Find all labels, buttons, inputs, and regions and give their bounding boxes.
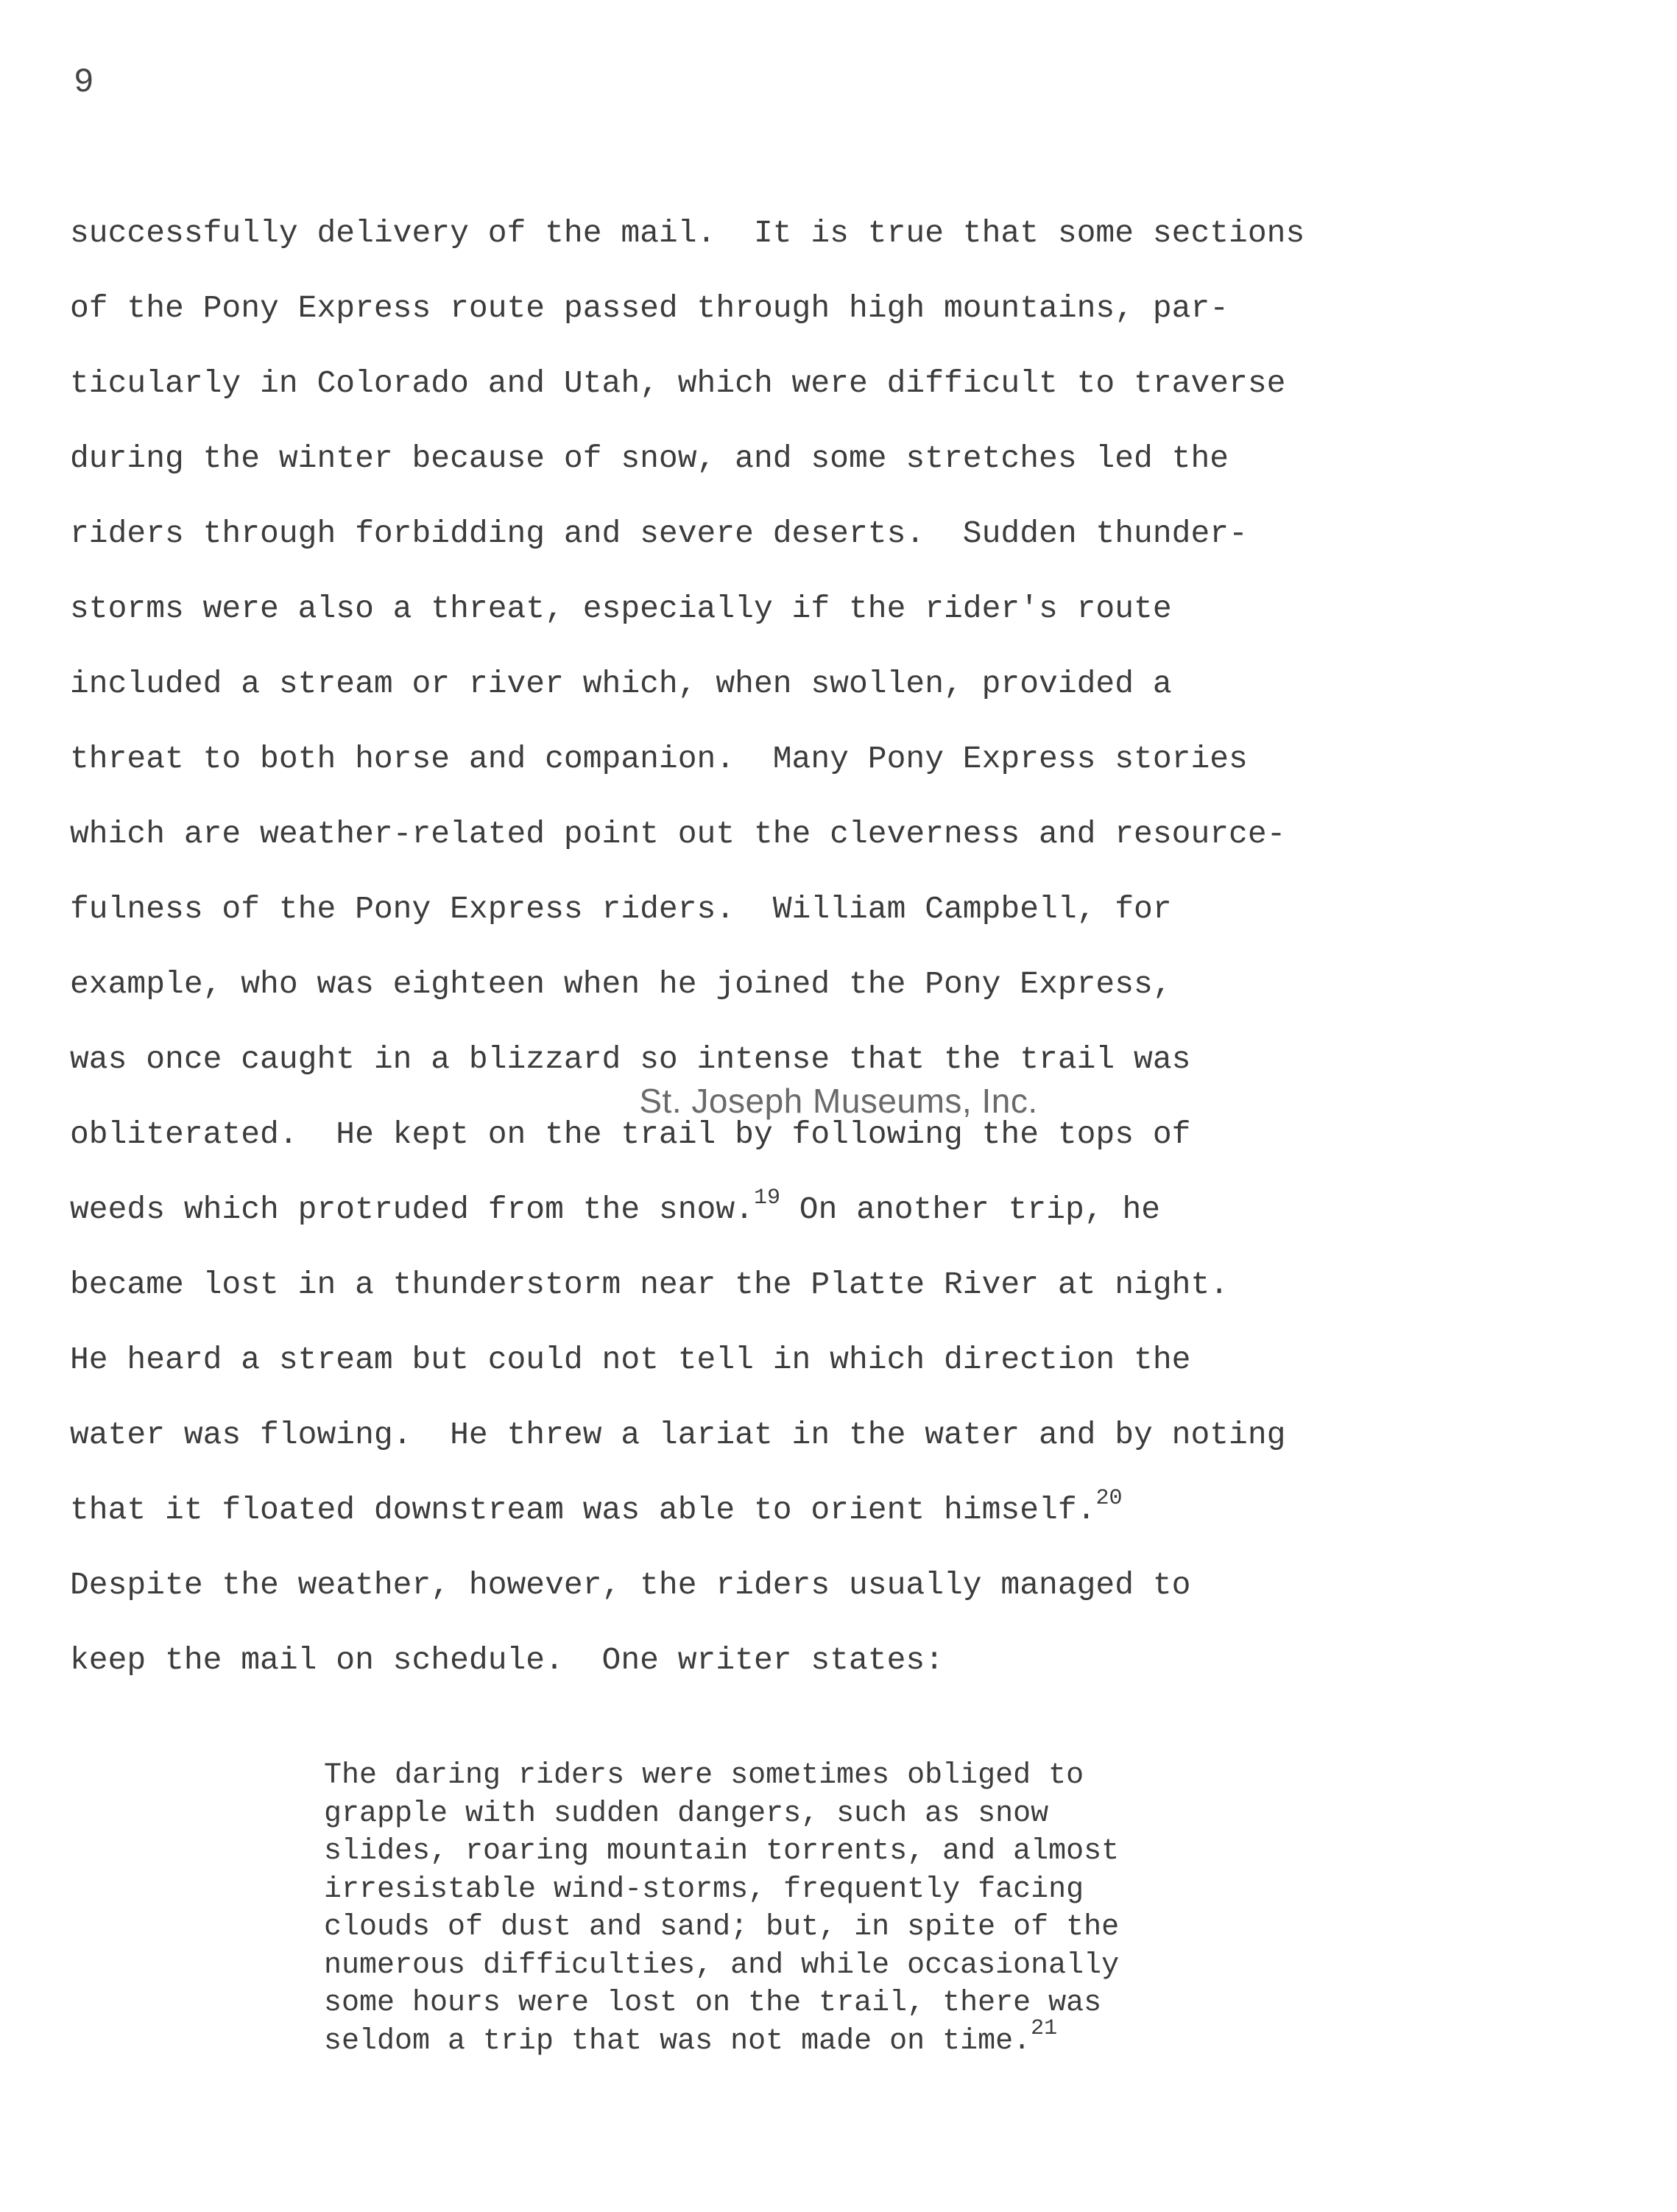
quote-line: grapple with sudden dangers, such as snow <box>324 1797 1049 1831</box>
line-text: On another trip, he <box>780 1191 1161 1227</box>
page-number: 9 <box>74 63 94 102</box>
body-line: obliterated. He kept on the trail by following the tops of <box>70 1116 1191 1152</box>
watermark: St. Joseph Museums, Inc. <box>639 1082 1038 1120</box>
body-line-with-footnote <box>70 1486 1645 1561</box>
quote-line: clouds of dust and sand; but, in spite of the <box>324 1911 1120 1944</box>
footnote-ref-19: 19 <box>753 1186 780 1211</box>
footnote-ref-20: 20 <box>1095 1486 1123 1511</box>
body-line: ticularly in Colorado and Utah, which were difficult to traverse <box>70 365 1286 401</box>
body-line: of the Pony Express route passed through high mountains, par- <box>70 290 1229 326</box>
body-line: became lost in a thunderstorm near the Platte River at night. <box>70 1267 1229 1303</box>
body-line: included a stream or river which, when swollen, provided a <box>70 666 1172 702</box>
quote-line: slides, roaring mountain torrents, and almost <box>324 1835 1120 1868</box>
body-line: Despite the weather, however, the riders usually managed to <box>70 1567 1191 1603</box>
body-line: water was flowing. He threw a lariat in the water and by noting <box>70 1417 1286 1453</box>
body-line: successfully delivery of the mail. It is true that some sections <box>70 215 1305 251</box>
quote-line: irresistable wind-storms, frequently facing <box>324 1873 1084 1906</box>
block-quote <box>324 1757 1428 2060</box>
body-line: which are weather-related point out the cleverness and resource- <box>70 816 1286 852</box>
body-line: example, who was eighteen when he joined the Pony Express, <box>70 966 1172 1002</box>
body-line: keep the mail on schedule. One writer states: <box>70 1642 944 1678</box>
quote-line: The daring riders were sometimes obliged to <box>324 1759 1084 1792</box>
body-line-with-footnote <box>70 1186 1645 1261</box>
body-line: during the winter because of snow, and some stretches led the <box>70 440 1229 476</box>
line-text: that it floated downstream was able to orient himself. <box>70 1492 1096 1528</box>
body-line: fulness of the Pony Express riders. William Campbell, for <box>70 891 1172 927</box>
body-line: threat to both horse and companion. Many Pony Express stories <box>70 741 1248 777</box>
body-line: He heard a stream but could not tell in which direction the <box>70 1342 1191 1378</box>
quote-line: some hours were lost on the trail, there was <box>324 1987 1102 2020</box>
body-line: storms were also a threat, especially if the rider's route <box>70 591 1172 627</box>
line-text: weeds which protruded from the snow. <box>70 1191 754 1227</box>
quote-line-with-footnote <box>324 2015 1428 2061</box>
footnote-ref-21: 21 <box>1031 2015 1058 2041</box>
body-line: was once caught in a blizzard so intense that the trail was <box>70 1041 1191 1077</box>
line-text: seldom a trip that was not made on time. <box>324 2024 1031 2058</box>
body-text <box>70 209 1645 1711</box>
quote-line: numerous difficulties, and while occasionally <box>324 1948 1120 1982</box>
body-line: riders through forbidding and severe deserts. Sudden thunder- <box>70 515 1248 552</box>
